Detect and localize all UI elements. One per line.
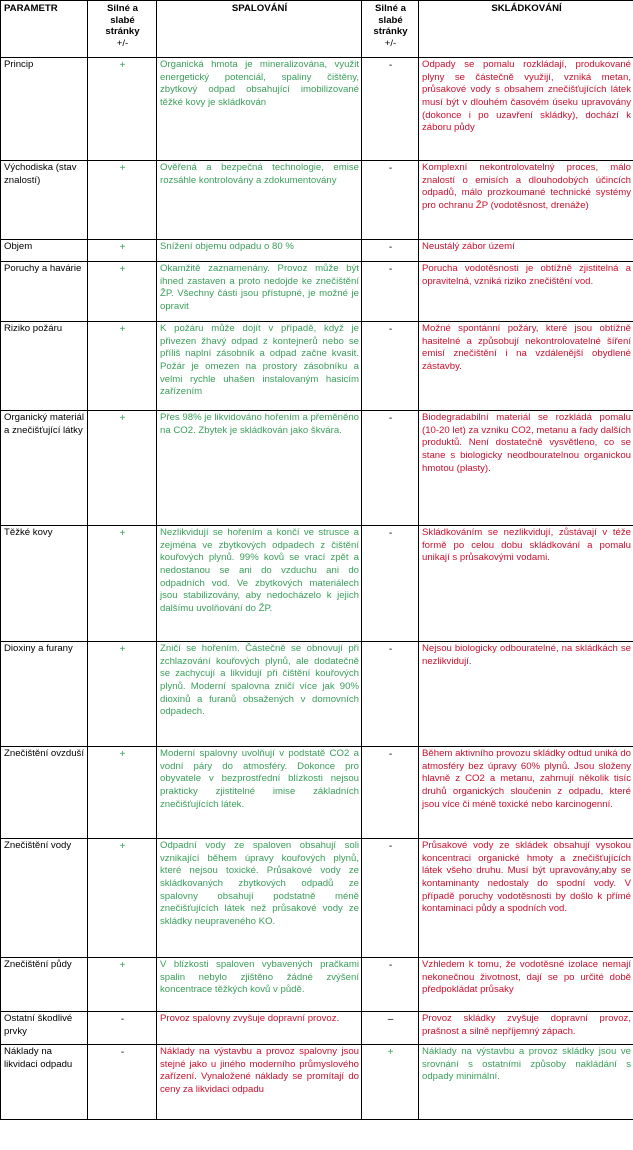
table-row [1,839,633,958]
parameter-cell: Ostatní škodlivé prvky [1,1012,88,1045]
sign-landfill-cell: - [362,161,419,240]
sign-incineration-cell: + [88,958,157,1012]
table-row [1,1012,633,1045]
landfill-text-cell: Porucha vodotěsnosti je obtížně zjistitelná a opravitelná, vzniká riziko znečištění vod. [419,262,633,322]
sign-incineration-cell: + [88,262,157,322]
parameter-cell: Znečištění ovzduší [1,747,88,839]
incineration-text-cell: V blízkosti spaloven vybavených pračkami spalin nebylo zjištěno žádné zvýšení koncentrace těžkých kovů v půdě. [157,958,362,1012]
incineration-text-cell: Náklady na výstavbu a provoz spalovny jsou stejné jako u jiného moderního průmyslového zařízení. Vynaložené náklady se promítají do ceny za likvidaci odpadu [157,1045,362,1120]
landfill-text-cell: Skládkováním se nezlikvidují, zůstávají v téže formě po celou dobu skládkování a pomalu unikají s průsakovými vodami. [419,526,633,642]
parameter-cell: Princip [1,58,88,161]
sign-incineration-cell: + [88,58,157,161]
parameter-cell: Poruchy a havárie [1,262,88,322]
sign-incineration-cell: + [88,161,157,240]
table-body [1,58,633,1120]
landfill-text-cell: Vzhledem k tomu, že vodotěsné izolace nemají nekonečnou životnost, dají se po určité době předpokládat průsaky [419,958,633,1012]
sign-landfill-cell: - [362,747,419,839]
incineration-text-cell: Moderní spalovny uvolňují v podstatě CO2 a vodní páry do atmosféry. Dokonce pro obyvatele v bezprostřední blízkosti nejsou prakticky zjistitelné imise základních znečišťujících látek. [157,747,362,839]
landfill-text-cell: Provoz skládky zvyšuje dopravní provoz, prašnost a silně nepříjemný zápach. [419,1012,633,1045]
sign-incineration-cell: + [88,322,157,411]
sign-landfill-cell: - [362,262,419,322]
landfill-text-cell: Nejsou biologicky odbouratelné, na skládkách se nezlikvidují. [419,642,633,747]
incineration-text-cell: Snížení objemu odpadu o 80 % [157,240,362,262]
incineration-text-cell: Okamžitě zaznamenány. Provoz může být ihned zastaven a proto nedojde ke znečištění ŽP. Všechny části jsou přístupné, je možné je opravit [157,262,362,322]
header-spalovani: SPALOVÁNÍ [157,1,362,58]
table-row [1,322,633,411]
sign-landfill-cell: – [362,1012,419,1045]
sign-incineration-cell: + [88,240,157,262]
sign-landfill-cell: - [362,642,419,747]
parameter-cell: Těžké kovy [1,526,88,642]
landfill-text-cell: Průsakové vody ze skládek obsahují vysokou koncentraci organické hmoty a znečišťujících látek všeho druhu. Musí být upravovány,aby se kontaminanty nedostaly do spodní vody. V případě poruchy vodotěsnosti by došlo k přímé kontaminaci půdy a spodních vod. [419,839,633,958]
table-row [1,161,633,240]
parameter-cell: Organický materiál a znečišťující látky [1,411,88,526]
parameter-cell: Riziko požáru [1,322,88,411]
sign-landfill-cell: + [362,1045,419,1120]
incineration-text-cell: Přes 98% je likvidováno hořením a přeměněno na CO2. Zbytek je skládkován jako škvára. [157,411,362,526]
landfill-text-cell: Komplexní nekontrolovatelný proces, málo znalostí o emisích a dlouhodobých účincích odpadů, málo prozkoumané technické systémy pro ochranu ŽP (vodotěsnost, drenáže) [419,161,633,240]
sign-landfill-cell: - [362,958,419,1012]
sign-incineration-cell: + [88,642,157,747]
landfill-text-cell: Odpady se pomalu rozkládají, produkované plyny se částečně využijí, vzniká metan, průsakové vody s obsahem znečišťujících látek musí být v dlouhém časovém úseku upravovány (dokonce i po uzavření skládky), dochází k záboru půdy [419,58,633,161]
incineration-text-cell: Zničí se hořením. Částečně se obnovují při zchlazování kouřových plynů, ale dodatečně se zachycují a likvidují při čištění kouřových plynů. Moderní spalovna zničí více jak 90% dioxinů a furanů obsažených v domovních odpadech. [157,642,362,747]
table-row [1,642,633,747]
landfill-text-cell: Možné spontánní požáry, které jsou obtížně hasitelné a způsobují nekontrolovatelné šíření emisí znečištění i na vzdálenější obydlené zástavby. [419,322,633,411]
sign-incineration-cell: + [88,411,157,526]
incineration-text-cell: Provoz spalovny zvyšuje dopravní provoz. [157,1012,362,1045]
header-strengths-incineration: Silné a slabé stránky +/- [88,1,157,58]
parameter-cell: Východiska (stav znalostí) [1,161,88,240]
sign-incineration-cell: - [88,1045,157,1120]
table-row [1,958,633,1012]
table-row [1,58,633,161]
table-row [1,747,633,839]
table-row [1,411,633,526]
sign-landfill-cell: - [362,58,419,161]
parameter-cell: Znečištění půdy [1,958,88,1012]
table-row [1,240,633,262]
incineration-text-cell: Odpadní vody ze spaloven obsahují soli vznikající během úpravy kouřových plynů, které nejsou toxické. Průsakové vody ze skládkovaných zbytkových odpadů ze spalovny obsahují podstatně méně znečišťujících látek než průsakové vody ze skládky neupraveného KO. [157,839,362,958]
parameter-cell: Objem [1,240,88,262]
landfill-text-cell: Biodegradabilní materiál se rozkládá pomalu (10-20 let) za vzniku CO2, metanu a řady dalších produktů. Není dostatečně vysvětleno, co se stane s biologicky neodbouratelnou organickou hmotou (plasty). [419,411,633,526]
incineration-text-cell: Organická hmota je mineralizována, využit energetický potenciál, spaliny čištěny, zbytkový odpad obsahující imobilizované těžké kovy je skládkován [157,58,362,161]
incineration-text-cell: Ověřená a bezpečná technologie, emise rozsáhle kontrolovány a zdokumentovány [157,161,362,240]
table-row [1,526,633,642]
landfill-text-cell: Během aktivního provozu skládky odtud uniká do atmosféry bez úpravy 60% plynů. Jsou složeny hlavně z CO2 a metanu, zahrnují několik tisíc druhů organických sloučenin z odpadu, které jsou více či méně toxické nebo karcinogenní. [419,747,633,839]
header-row [1,1,633,58]
sign-landfill-cell: - [362,322,419,411]
landfill-text-cell: Neustálý zábor území [419,240,633,262]
incineration-text-cell: Nezlikvidují se hořením a končí ve strusce a zejména ve zbytkových odpadech z čištění kouřových plynů. 99% kovů se vrací zpět a nedostanou se ani do vzduchu ani do odpadních vod. Ve zbytkových materiálech jsou stabilizovány, aby nedocházelo k jejich dalšímu uvolňování do ŽP. [157,526,362,642]
sign-incineration-cell: + [88,747,157,839]
table-row [1,262,633,322]
parameter-cell: Znečištění vody [1,839,88,958]
sign-landfill-cell: - [362,411,419,526]
parameter-cell: Dioxiny a furany [1,642,88,747]
parameter-cell: Náklady na likvidaci odpadu [1,1045,88,1120]
header-skladkovani: SKLÁDKOVÁNÍ [419,1,633,58]
table-row [1,1045,633,1120]
header-parametr: PARAMETR [1,1,88,58]
incineration-text-cell: K požáru může dojít v případě, když je přivezen žhavý odpad z kontejnerů nebo se příliš naplní zásobník a odpad začne kvasit. Požár je omezen na prostory zásobníku a velmi rychle uhašen instalovaným hasicím zařízením [157,322,362,411]
sign-incineration-cell: + [88,526,157,642]
sign-landfill-cell: - [362,526,419,642]
header-strengths-landfill: Silné a slabé stránky +/- [362,1,419,58]
sign-incineration-cell: + [88,839,157,958]
sign-landfill-cell: - [362,839,419,958]
landfill-text-cell: Náklady na výstavbu a provoz skládky jsou ve srovnání s ostatními způsoby nakládání s odpady minimální. [419,1045,633,1120]
sign-incineration-cell: - [88,1012,157,1045]
sign-landfill-cell: - [362,240,419,262]
